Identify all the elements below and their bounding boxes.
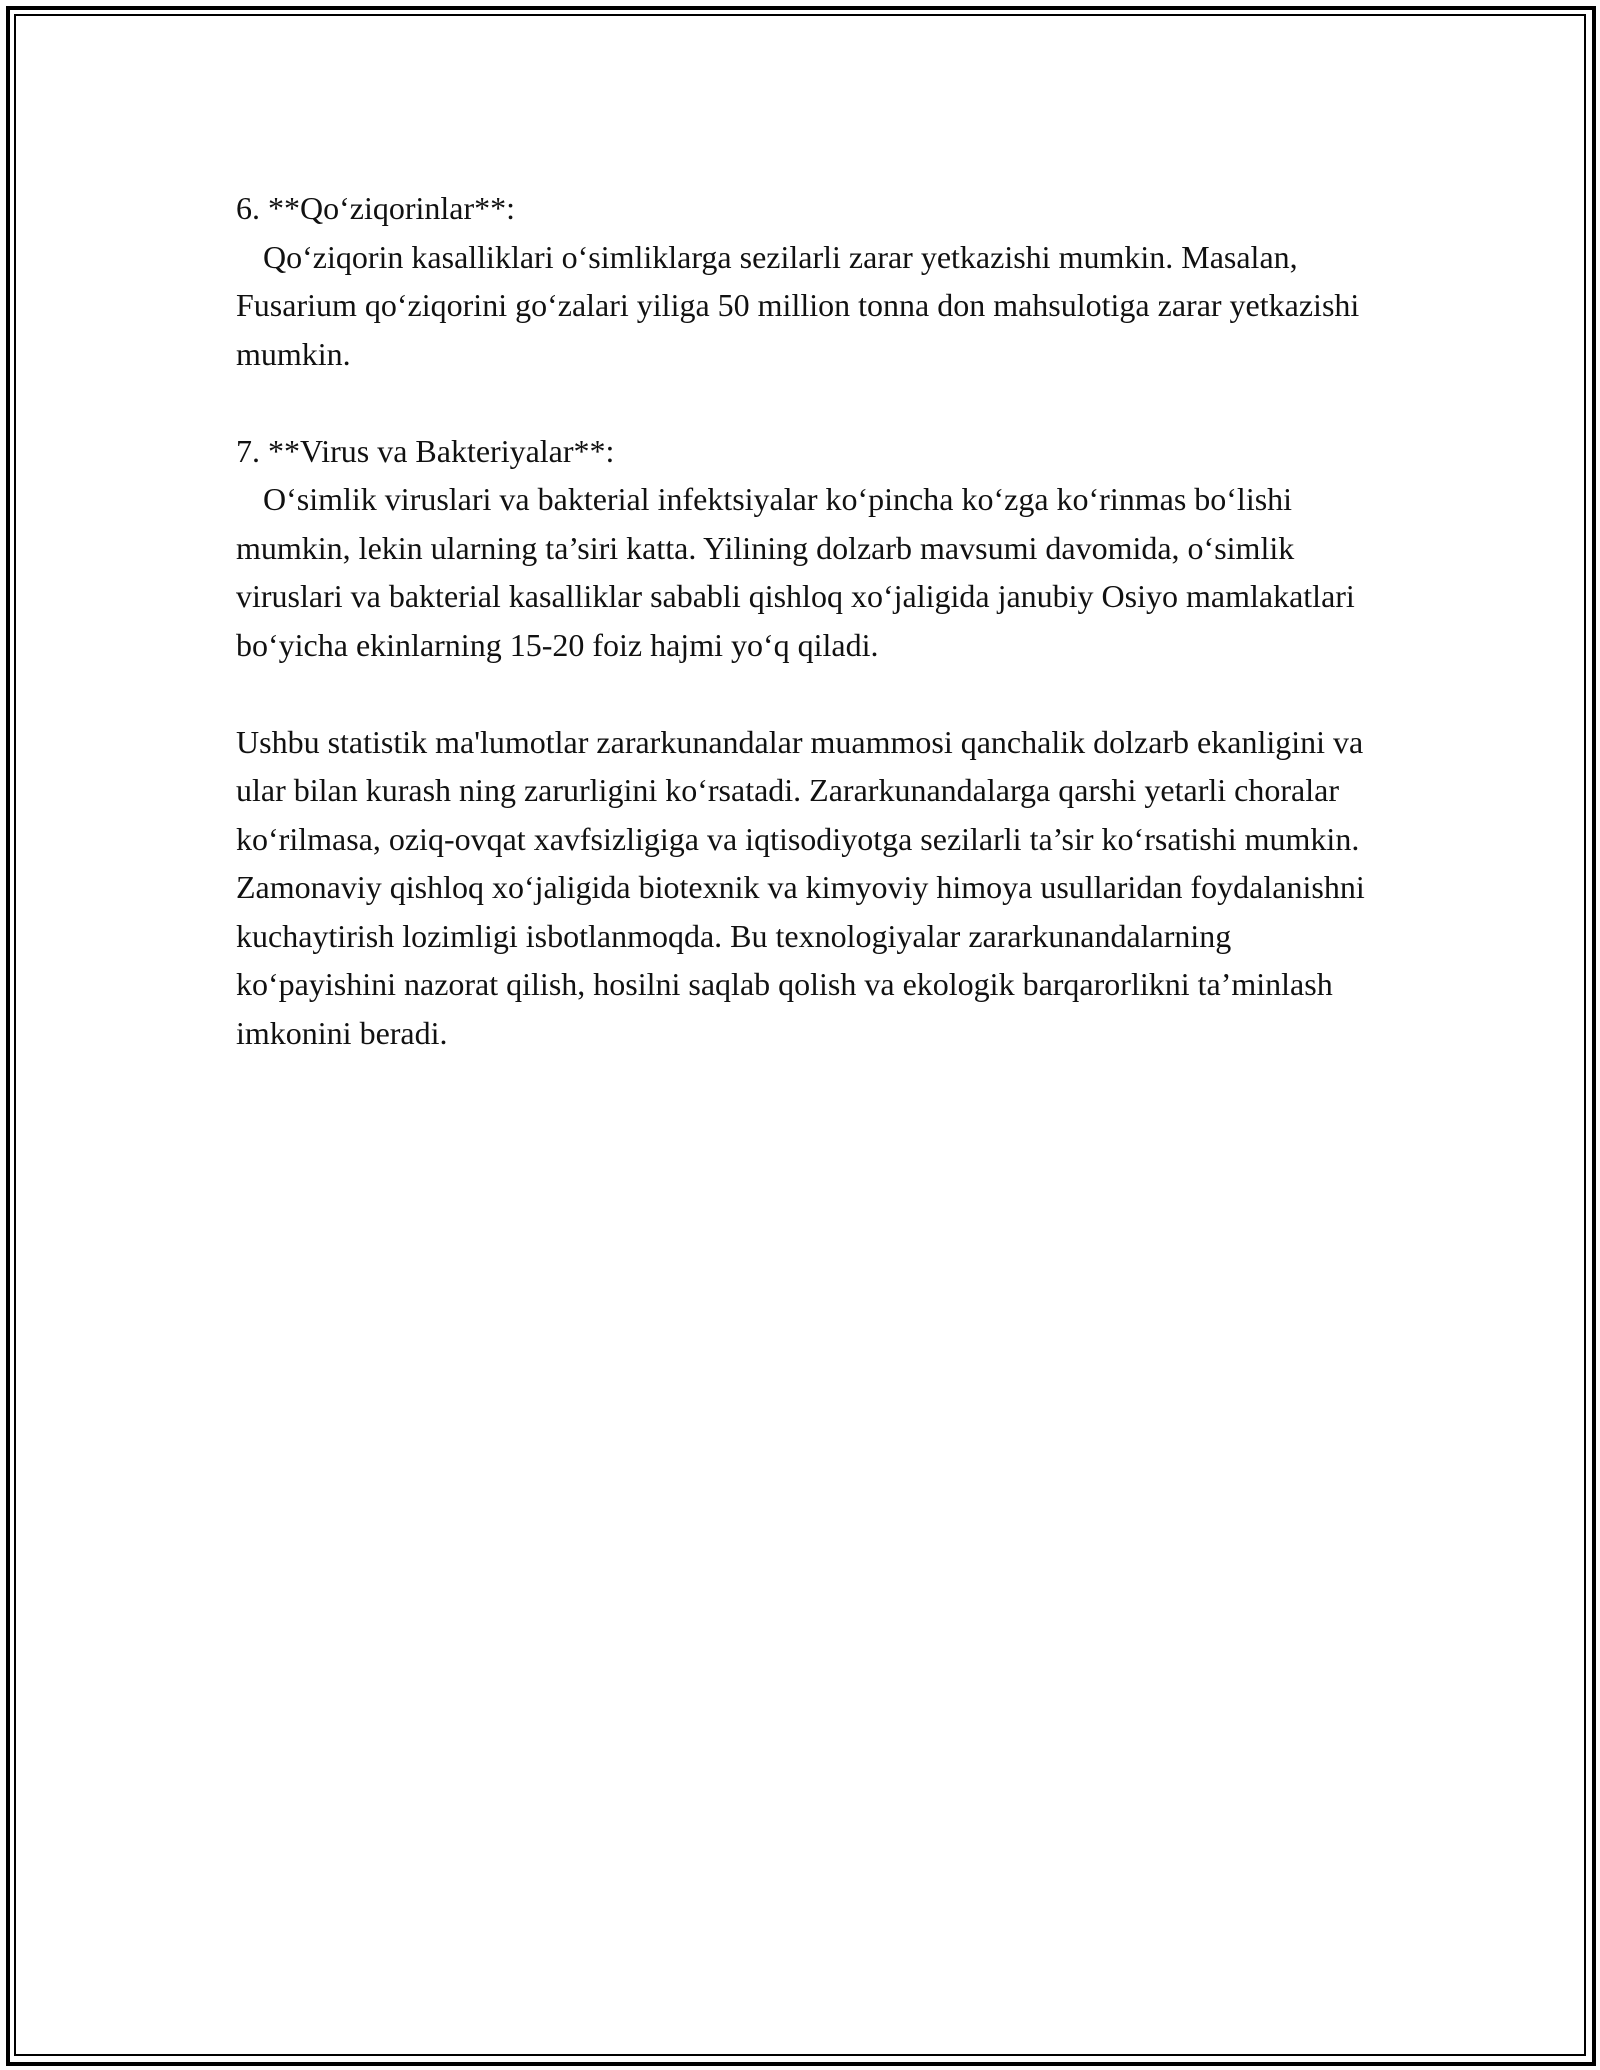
paragraph-spacer — [236, 378, 1386, 427]
section-fungi — [236, 184, 1386, 378]
conclusion-paragraph: Ushbu statistik ma'lumotlar zararkunandalar muammosi qanchalik dolzarb ekanligini va ular bilan kurash ning zarurligini ko‘rsatadi. Zararkunandalarga qarshi yetarli choralar ko‘rilmasa, oziq-ovqat xavfsizligiga va iqtisodiyotga sezilarli ta’sir ko‘rsatishi mumkin. Zamonaviy qishloq xo‘jaligida biotexnik va kimyoviy himoya usullaridan foydalanishni kuchaytirish lozimligi isbotlanmoqda. Bu texnologiyalar zararkunandalarning ko‘payishini nazorat qilish, hosilni saqlab qolish va ekologik barqarorlikni ta’minlash imkonini beradi. — [236, 723, 1373, 1051]
section-viruses-bacteria — [236, 427, 1386, 670]
section-paragraph — [236, 475, 1386, 669]
section-paragraph — [236, 233, 1386, 379]
paragraph-spacer — [236, 669, 1386, 718]
section-heading: 6. **Qo‘ziqorinlar**: — [236, 190, 516, 226]
section-paragraph-text: Qo‘ziqorin kasalliklari o‘simliklarga sezilarli zarar yetkazishi mumkin. Masalan, Fusarium qo‘ziqorini go‘zalari yiliga 50 million tonna don mahsulotiga zarar yetkazishi mumkin. — [236, 238, 1368, 372]
section-heading: 7. **Virus va Bakteriyalar**: — [236, 432, 615, 469]
section-paragraph-text: O‘simlik viruslari va bakterial infektsiyalar ko‘pincha ko‘zga ko‘rinmas bo‘lishi mumkin, lekin ularning ta’siri katta. Yilining dolzarb mavsumi davomida, o‘simlik viruslari va bakterial kasalliklar sababli qishloq xo‘jaligida janubiy Osiyo mamlakatlari bo‘yicha ekinlarning 15-20 foiz hajmi yo‘q qiladi. — [236, 481, 1363, 663]
document-body — [236, 184, 1386, 1057]
